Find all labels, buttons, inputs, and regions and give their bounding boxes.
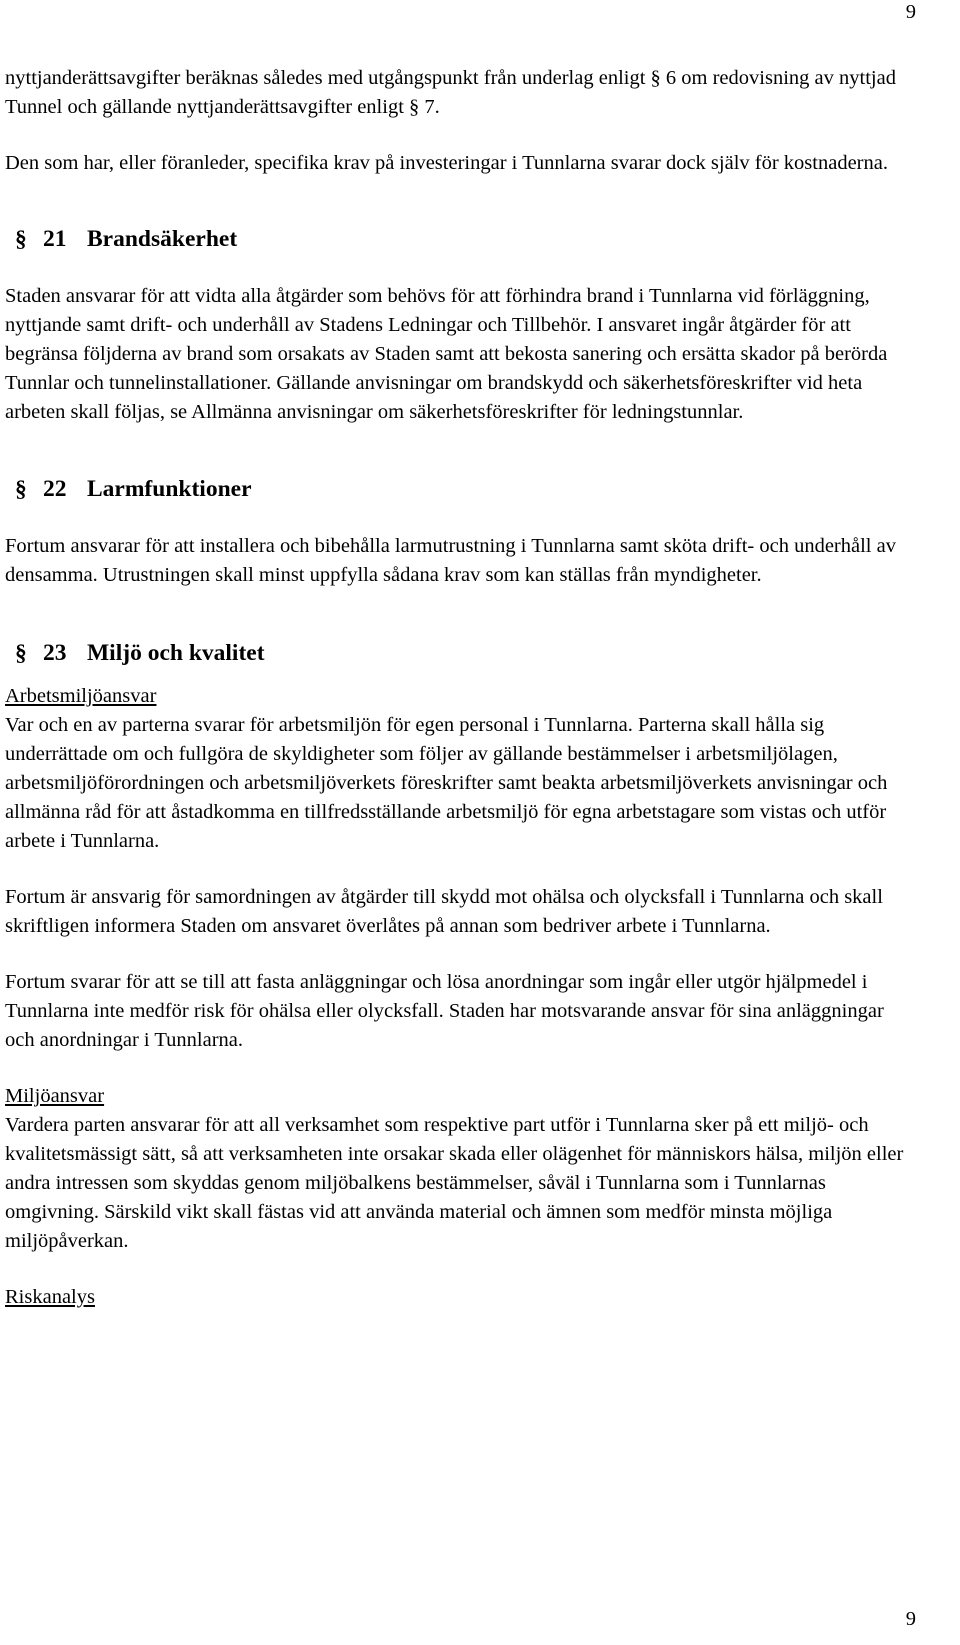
section-21-body: Staden ansvarar för att vidta alla åtgärder som behövs för att förhindra brand i Tunnlarna vid förläggning, nyttjande samt drift- och underhåll av Stadens Ledningar och Tillbehör. I ansvaret ingår åtgärder för att begränsa följderna av brand som orsakats av Staden samt att bekosta sanering och ersätta skador på berörda Tunnlar och tunnelinstallationer. Gällande anvisningar om brandskydd och säkerhetsföreskrifter vid heta arbeten skall följas, se Allmänna anvisningar om säkerhetsföreskrifter för ledningstunnlar.: [5, 285, 888, 423]
section-number: 21: [43, 226, 67, 252]
section-symbol: §: [15, 640, 27, 666]
section-22-heading: [5, 474, 917, 504]
section-title: Brandsäkerhet: [87, 226, 238, 252]
intro-paragraph-2: Den som har, eller föranleder, specifika krav på investeringar i Tunnlarna svarar dock själv för kostnaderna.: [5, 152, 888, 174]
section-23-paragraph-4: Vardera parten ansvarar för att all verksamhet som respektive part utför i Tunnlarna sker på ett miljö- och kvalitetsmässigt sätt, så att verksamheten inte orsakar skada eller olägenhet för människors hälsa, miljön eller andra intressen som skyddas genom miljöbalkens bestämmelser, såväl i Tunnlarna som i Tunnlarnas omgivning. Särskild vikt skall fästas vid att använda material och ämnen som medför minsta möjliga miljöpåverkan.: [5, 1114, 904, 1252]
intro-paragraph-1: nyttjanderättsavgifter beräknas således med utgångspunkt från underlag enligt § 6 om redovisning av nyttjad Tunnel och gällande nyttjanderättsavgifter enligt § 7.: [5, 67, 896, 118]
subheading-miljoansvar: Miljöansvar: [5, 1085, 105, 1107]
page-number-top: 9: [905, 1, 916, 23]
subheading-arbetsmiljoansvar: Arbetsmiljöansvar: [5, 685, 157, 707]
section-title: Larmfunktioner: [87, 476, 252, 502]
section-title: Miljö och kvalitet: [87, 640, 265, 666]
section-23-heading: [5, 638, 917, 668]
section-23-paragraph-3: Fortum svarar för att se till att fasta anläggningar och lösa anordningar som ingår eller utgör hjälpmedel i Tunnlarna inte medför risk för ohälsa eller olycksfall. Staden har motsvarande ansvar för sina anläggningar och anordningar i Tunnlarna.: [5, 971, 884, 1051]
document-body: [5, 64, 917, 1312]
section-symbol: §: [15, 226, 27, 252]
section-22-body: Fortum ansvarar för att installera och bibehålla larmutrustning i Tunnlarna samt sköta drift- och underhåll av densamma. Utrustningen skall minst uppfylla sådana krav som kan ställas från myndigheter.: [5, 535, 896, 586]
section-23-paragraph-1: Var och en av parterna svarar för arbetsmiljön för egen personal i Tunnlarna. Parterna skall hålla sig underrättade om och fullgöra de skyldigheter som följer av gällande bestämmelser i arbetsmiljölagen, arbetsmiljöförordningen och arbetsmiljöverkets föreskrifter samt beakta arbetsmiljöverkets anvisningar och allmänna råd för att åstadkomma en tillfredsställande arbetsmiljö för egna arbetstagare som vistas och utför arbete i Tunnlarna.: [5, 714, 888, 852]
section-23-paragraph-2: Fortum är ansvarig för samordningen av åtgärder till skydd mot ohälsa och olycksfall i Tunnlarna och skall skriftligen informera Staden om ansvaret överlåtes på annan som bedriver arbete i Tunnlarna.: [5, 886, 883, 937]
section-number: 22: [43, 476, 67, 502]
section-21-heading: [5, 224, 917, 254]
section-number: 23: [43, 640, 67, 666]
section-symbol: §: [15, 476, 27, 502]
subheading-riskanalys: Riskanalys: [5, 1286, 95, 1308]
page-number-bottom: 9: [905, 1608, 916, 1630]
